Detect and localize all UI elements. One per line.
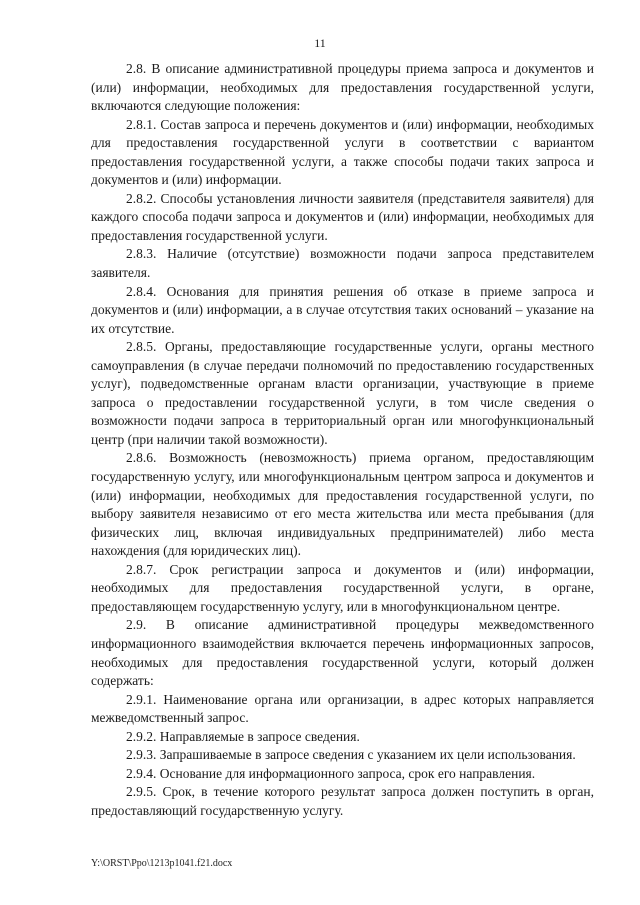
paragraph-2-8-3: 2.8.3. Наличие (отсутствие) возможности подачи запроса представителем заявителя.	[91, 246, 594, 281]
paragraph-2-9-1: 2.9.1. Наименование органа или организации, в адрес которых направляется межведомственный запрос.	[91, 691, 594, 726]
paragraph-2-8: 2.8. В описание административной процедуры приема запроса и документов и (или) информации, необходимых для предоставления государственной услуги, включаются следующие положения:	[91, 61, 594, 114]
paragraph-2-8-6: 2.8.6. Возможность (невозможность) приема органом, предоставляющим государственную услугу, или многофункциональным центром запроса и документов и (или) информации, необходимых для предоставления государственной услуги, по выбору заявителя независимо от его места жительства или места пребывания (для физических лиц, включая индивидуальных предпринимателей) либо места нахождения (для юридических лиц).	[91, 450, 594, 559]
paragraph-2-8-7: 2.8.7. Срок регистрации запроса и документов и (или) информации, необходимых для предоставления государственной услуги, в органе, предоставляющем государственную услугу, или в многофункциональном центре.	[91, 561, 594, 614]
paragraph-2-9-4: 2.9.4. Основание для информационного запроса, срок его направления.	[126, 765, 536, 781]
paragraph-2-9-2: 2.9.2. Направляемые в запросе сведения.	[126, 728, 360, 744]
page-number: 11	[314, 36, 326, 50]
paragraph-2-8-2: 2.8.2. Способы установления личности заявителя (представителя заявителя) для каждого способа подачи запроса и документов и (или) информации, необходимых для предоставления государственной услуги.	[91, 190, 594, 243]
file-path-footer: Y:\ORST\Ppo\1213p1041.f21.docx	[91, 858, 233, 869]
paragraph-2-9-3: 2.9.3. Запрашиваемые в запросе сведения с указанием их цели использования.	[126, 747, 576, 763]
paragraph-2-8-4: 2.8.4. Основания для принятия решения об отказе в приеме запроса и документов и (или) информации, а в случае отсутствия таких оснований – указание на их отсутствие.	[91, 283, 594, 336]
paragraph-2-9-5: 2.9.5. Срок, в течение которого результат запроса должен поступить в орган, предоставляющий государственную услугу.	[91, 784, 594, 818]
paragraph-2-8-1: 2.8.1. Состав запроса и перечень документов и (или) информации, необходимых для предоставления государственной услуги в соответствии с вариантом предоставления государственной услуги, а также способы подачи таких запроса и документов и (или) информации.	[91, 116, 594, 188]
document-body	[91, 60, 594, 820]
paragraph-2-9: 2.9. В описание административной процедуры межведомственного информационного взаимодействия включается перечень информационных запросов, необходимых для предоставления государственной услуги, который должен содержать:	[91, 617, 594, 689]
paragraph-2-8-5: 2.8.5. Органы, предоставляющие государственные услуги, органы местного самоуправления (в случае передачи полномочий по предоставлению государственных услуг), подведомственные органам власти организации, участвующие в приеме запроса о предоставлении государственной услуги, в том числе сведения о возможности подачи запроса в территориальный орган или многофункциональный центр (при наличии такой возможности).	[91, 339, 594, 447]
